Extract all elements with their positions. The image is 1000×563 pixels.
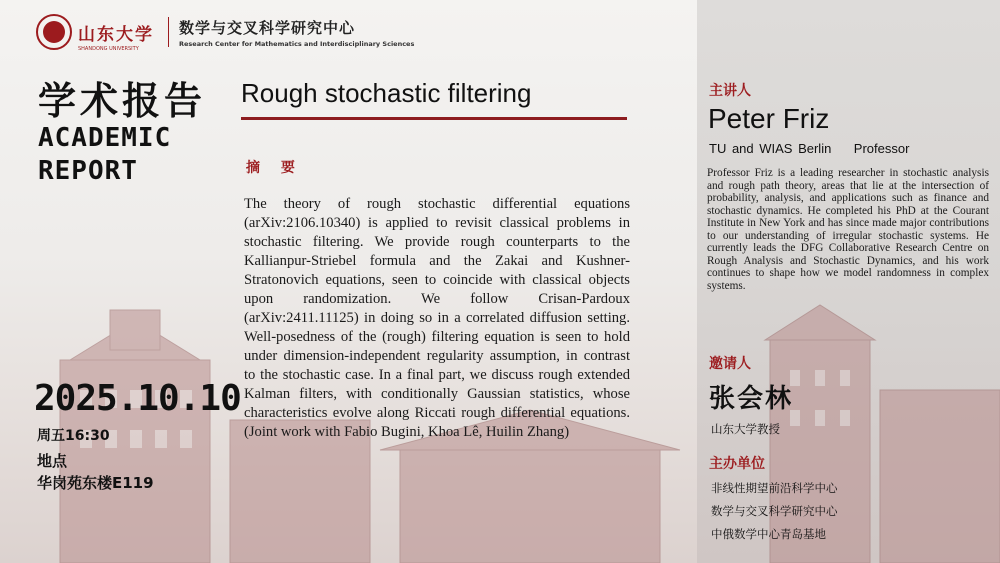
speaker-bio: Professor Friz is a leading researcher in stochastic analysis and rough path theory, areas that lie at the intersection of probability, analysis, and applications such as finance and stochastic dynamics. He completed his PhD at the Courant Institute in New York and has since made major contributions to our understanding of irregular stochastic systems. He currently leads the DFG Collaborative Research Centre on Rough Analysis and Stochastic Dynamics, and his work continues to shape how we model randomness in complex systems. bbox=[707, 167, 989, 292]
university-name-en: SHANDONG UNIVERSITY bbox=[78, 45, 139, 52]
event-time bbox=[37, 425, 110, 445]
report-title-cn: 学术报告 bbox=[38, 79, 207, 123]
organizers-label: 主办单位 bbox=[709, 456, 765, 472]
title-underline bbox=[241, 117, 627, 120]
university-logo bbox=[36, 14, 414, 50]
inviter-name: 张会林 bbox=[709, 384, 794, 414]
report-title-en-line2: REPORT bbox=[38, 156, 138, 186]
report-title-block bbox=[38, 80, 206, 188]
center-name-en: Research Center for Mathematics and Interdisciplinary Sciences bbox=[179, 39, 415, 48]
organizer-item: 中俄数学中心青岛基地 bbox=[711, 527, 826, 541]
speaker-name: Peter Friz bbox=[708, 103, 830, 134]
university-name-cn: 山东大学 bbox=[78, 24, 154, 45]
organizer-item: 数学与交叉科学研究中心 bbox=[711, 504, 838, 518]
inviter-affiliation: 山东大学教授 bbox=[711, 422, 780, 436]
location-label: 地点 bbox=[37, 452, 68, 470]
inviter-label: 邀请人 bbox=[709, 356, 751, 372]
university-seal-icon bbox=[36, 14, 72, 50]
event-weekday: 周五 bbox=[37, 428, 65, 444]
center-name-cn: 数学与交叉科学研究中心 bbox=[179, 18, 356, 37]
logo-divider bbox=[168, 17, 169, 47]
report-title-en-line1: ACADEMIC bbox=[38, 123, 172, 153]
organizers-list bbox=[711, 481, 838, 550]
event-date: 2025.10.10 bbox=[34, 378, 241, 419]
speaker-affiliation: TU and WIAS Berlin bbox=[709, 141, 832, 156]
abstract-text: The theory of rough stochastic differential equations (arXiv:2106.10340) is applied to revisit classical problems in stochastic filtering. We provide rough counterparts to the Kallianpur-Striebel formula and the Zakai and Kushner-Stratonovich equations, seen to coincide with classical objects upon randomization. We follow Crisan-Pardoux (arXiv:2411.11125) in doing so in a correlated diffusion setting. Well-posedness of the (rough) filtering equation is seen to hold under dimension-independent regularity assumption, in contrast to the stochastic case. In a final part, we discuss rough extended Kalman filters, with conditionally Gaussian statistics, whose characteristics evolve along Riccati rough differential equations. (Joint work with Fabio Bugini, Khoa Lê, Huilin Zhang) bbox=[244, 196, 630, 440]
organizer-item: 非线性期望前沿科学中心 bbox=[711, 481, 838, 495]
speaker-label: 主讲人 bbox=[709, 83, 751, 99]
speaker-affiliation-line bbox=[709, 141, 909, 156]
talk-title: Rough stochastic filtering bbox=[241, 78, 532, 108]
speaker-position: Professor bbox=[853, 141, 910, 156]
abstract-label: 摘 要 bbox=[246, 160, 303, 176]
event-location: 华岗苑东楼E119 bbox=[37, 474, 154, 492]
event-hour: 16:30 bbox=[65, 428, 110, 444]
